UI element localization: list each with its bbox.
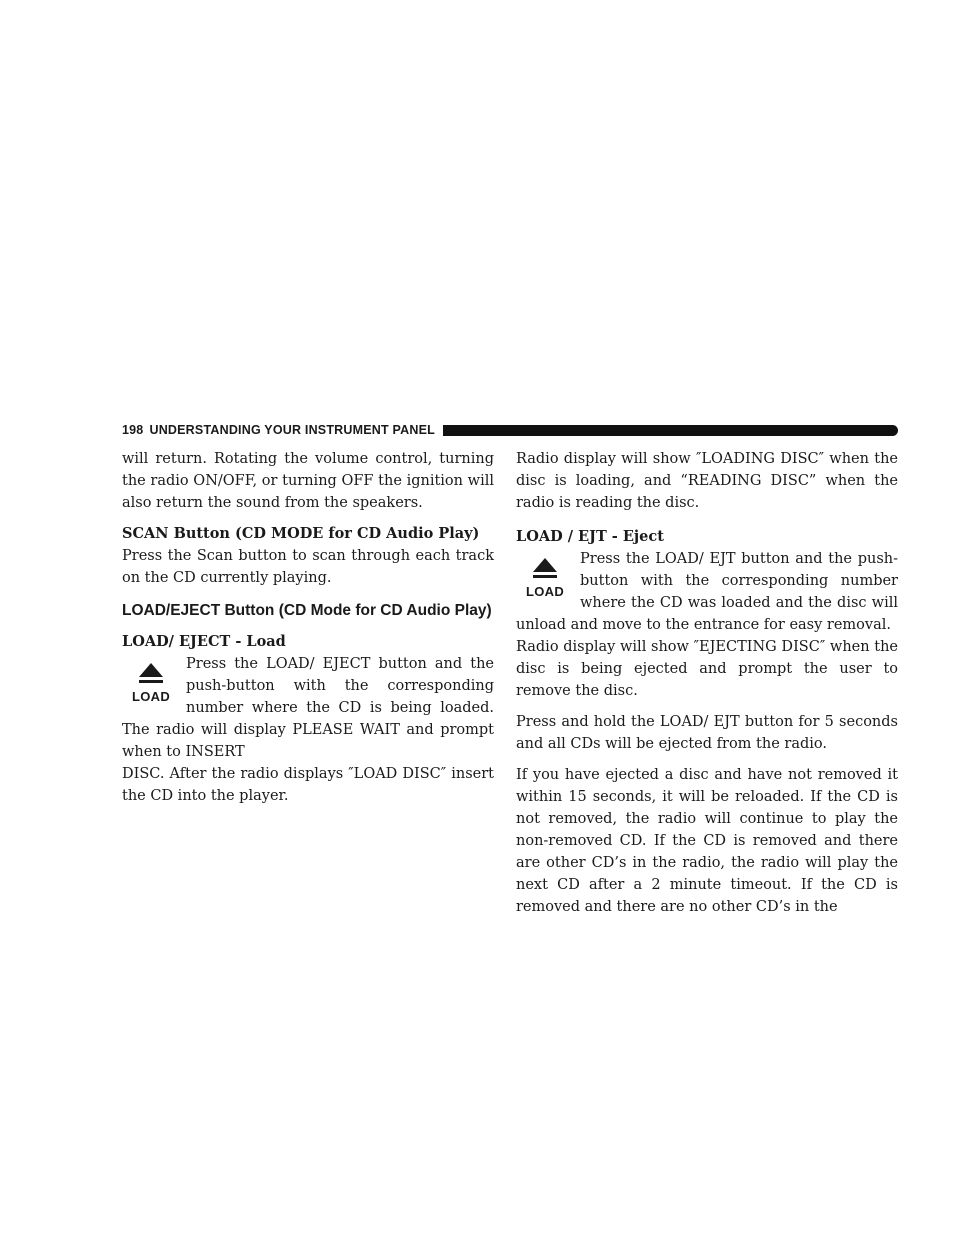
eject-instruction bbox=[516, 548, 898, 636]
paragraph-removed: If you have ejected a disc and have not removed it within 15 seconds, it will be reloaded. If the CD is not removed, the radio will continue to play the non-removed CD. If the CD is removed and there are other CD’s in the radio, the radio will play the next CD after a 2 minute timeout. If the CD is removed and there are no other CD’s in the bbox=[516, 767, 898, 915]
paragraph-loading-disc: Radio display will show ″LOADING DISC″ when the disc is loading, and “READING DISC” when the radio is reading the disc. bbox=[516, 451, 898, 511]
eject-triangle-icon bbox=[139, 663, 163, 677]
page-number: 198 bbox=[122, 423, 144, 437]
right-column bbox=[516, 448, 898, 927]
load-eject-icon bbox=[122, 659, 180, 719]
load-subheading: LOAD/ EJECT - Load bbox=[122, 633, 286, 650]
paragraph-scan: Press the Scan button to scan through each track on the CD currently playing. bbox=[122, 548, 494, 586]
eject-subheading: LOAD / EJT - Eject bbox=[516, 528, 664, 545]
load-eject-heading: LOAD/EJECT Button (CD Mode for CD Audio Play) bbox=[122, 602, 492, 619]
scan-heading: SCAN Button (CD MODE for CD Audio Play) bbox=[122, 525, 480, 542]
left-column bbox=[122, 448, 494, 816]
section-title: UNDERSTANDING YOUR INSTRUMENT PANEL bbox=[149, 423, 435, 437]
load-icon-text: Press the LOAD/ EJECT button and the push-button with the corresponding number where the CD is being loaded. The radio will display PLEASE WAIT and prompt when to INSERT bbox=[122, 656, 494, 760]
eject-line-icon bbox=[139, 680, 163, 683]
header-bar bbox=[443, 425, 898, 436]
eject-triangle-icon bbox=[533, 558, 557, 572]
load-eject-icon bbox=[516, 554, 574, 614]
load-icon-label: LOAD bbox=[131, 689, 171, 704]
eject-line-icon bbox=[533, 575, 557, 578]
paragraph-eject-tail: Radio display will show ″EJECTING DISC″ when the disc is being ejected and prompt the user to remove the disc. bbox=[516, 639, 898, 699]
load-instruction bbox=[122, 653, 494, 763]
paragraph-load-tail: DISC. After the radio displays ″LOAD DISC″ insert the CD into the player. bbox=[122, 766, 494, 804]
paragraph-volume: will return. Rotating the volume control, turning the radio ON/OFF, or turning OFF the ignition will also return the sound from the speakers. bbox=[122, 451, 494, 511]
page-header bbox=[122, 422, 898, 438]
eject-icon-text: Press the LOAD/ EJT button and the push-button with the corresponding number where the CD was loaded and the disc will unload and move to the entrance for easy removal. bbox=[516, 551, 898, 633]
eject-icon-label: LOAD bbox=[525, 584, 565, 599]
paragraph-hold: Press and hold the LOAD/ EJT button for 5 seconds and all CDs will be ejected from the radio. bbox=[516, 714, 898, 752]
